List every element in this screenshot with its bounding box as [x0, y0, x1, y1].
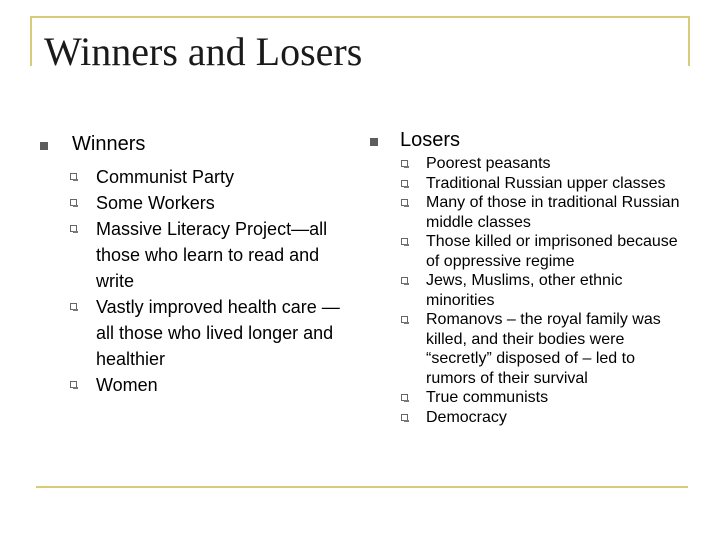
- checkbox-bullet-icon: [70, 199, 77, 206]
- losers-list: [368, 154, 680, 427]
- checkbox-bullet-icon: [401, 316, 408, 323]
- checkbox-bullet-icon: [70, 303, 77, 310]
- list-item-text: True communists: [426, 389, 549, 406]
- frame-left-rule: [30, 16, 32, 66]
- list-item: [368, 408, 680, 428]
- list-item-text: Many of those in traditional Russian middle classes: [426, 194, 680, 231]
- losers-column: [368, 128, 680, 427]
- list-item-text: Poorest peasants: [426, 155, 551, 172]
- list-item: [368, 271, 680, 310]
- checkbox-bullet-icon: [401, 277, 408, 284]
- losers-heading-item: [368, 128, 680, 152]
- list-item: [40, 190, 350, 216]
- winners-heading: Winners: [72, 133, 146, 155]
- checkbox-bullet-icon: [401, 199, 408, 206]
- checkbox-bullet-icon: [401, 180, 408, 187]
- list-item: [40, 164, 350, 190]
- checkbox-bullet-icon: [70, 173, 77, 180]
- list-item-text: Communist Party: [96, 167, 235, 187]
- frame-top-rule: [32, 16, 690, 18]
- list-item-text: Vastly improved health care —all those who lived longer and healthier: [96, 297, 340, 369]
- list-item-text: Those killed or imprisoned because of oppressive regime: [426, 233, 678, 270]
- list-item: [40, 372, 350, 398]
- list-item-text: Massive Literacy Project—all those who learn to read and write: [96, 219, 328, 291]
- list-item-text: Jews, Muslims, other ethnic minorities: [426, 272, 623, 309]
- checkbox-bullet-icon: [70, 225, 77, 232]
- list-item-text: Romanovs – the royal family was killed, and their bodies were “secretly” disposed of – led to rumors of their survival: [426, 311, 661, 387]
- list-item: [368, 154, 680, 174]
- losers-heading: Losers: [400, 129, 461, 151]
- square-bullet-icon: [40, 142, 48, 150]
- list-item: [368, 193, 680, 232]
- list-item-text: Traditional Russian upper classes: [426, 174, 666, 192]
- checkbox-bullet-icon: [401, 394, 408, 401]
- square-bullet-icon: [370, 138, 378, 146]
- list-item: [40, 294, 350, 372]
- list-item: [368, 310, 680, 388]
- list-item-text: Democracy: [426, 408, 507, 426]
- list-item: [368, 174, 680, 194]
- checkbox-bullet-icon: [401, 238, 408, 245]
- winners-list: [40, 164, 350, 398]
- list-item: [40, 216, 350, 294]
- frame-bottom-rule: [36, 486, 688, 488]
- checkbox-bullet-icon: [401, 160, 408, 167]
- list-item: [368, 388, 680, 408]
- checkbox-bullet-icon: [401, 414, 408, 421]
- winners-heading-item: [40, 132, 350, 156]
- checkbox-bullet-icon: [70, 381, 77, 388]
- frame-right-rule: [688, 16, 690, 66]
- list-item-text: Some Workers: [96, 193, 215, 213]
- winners-column: [40, 132, 350, 398]
- list-item: [368, 232, 680, 271]
- slide-title: Winners and Losers: [44, 29, 363, 74]
- list-item-text: Women: [96, 375, 158, 395]
